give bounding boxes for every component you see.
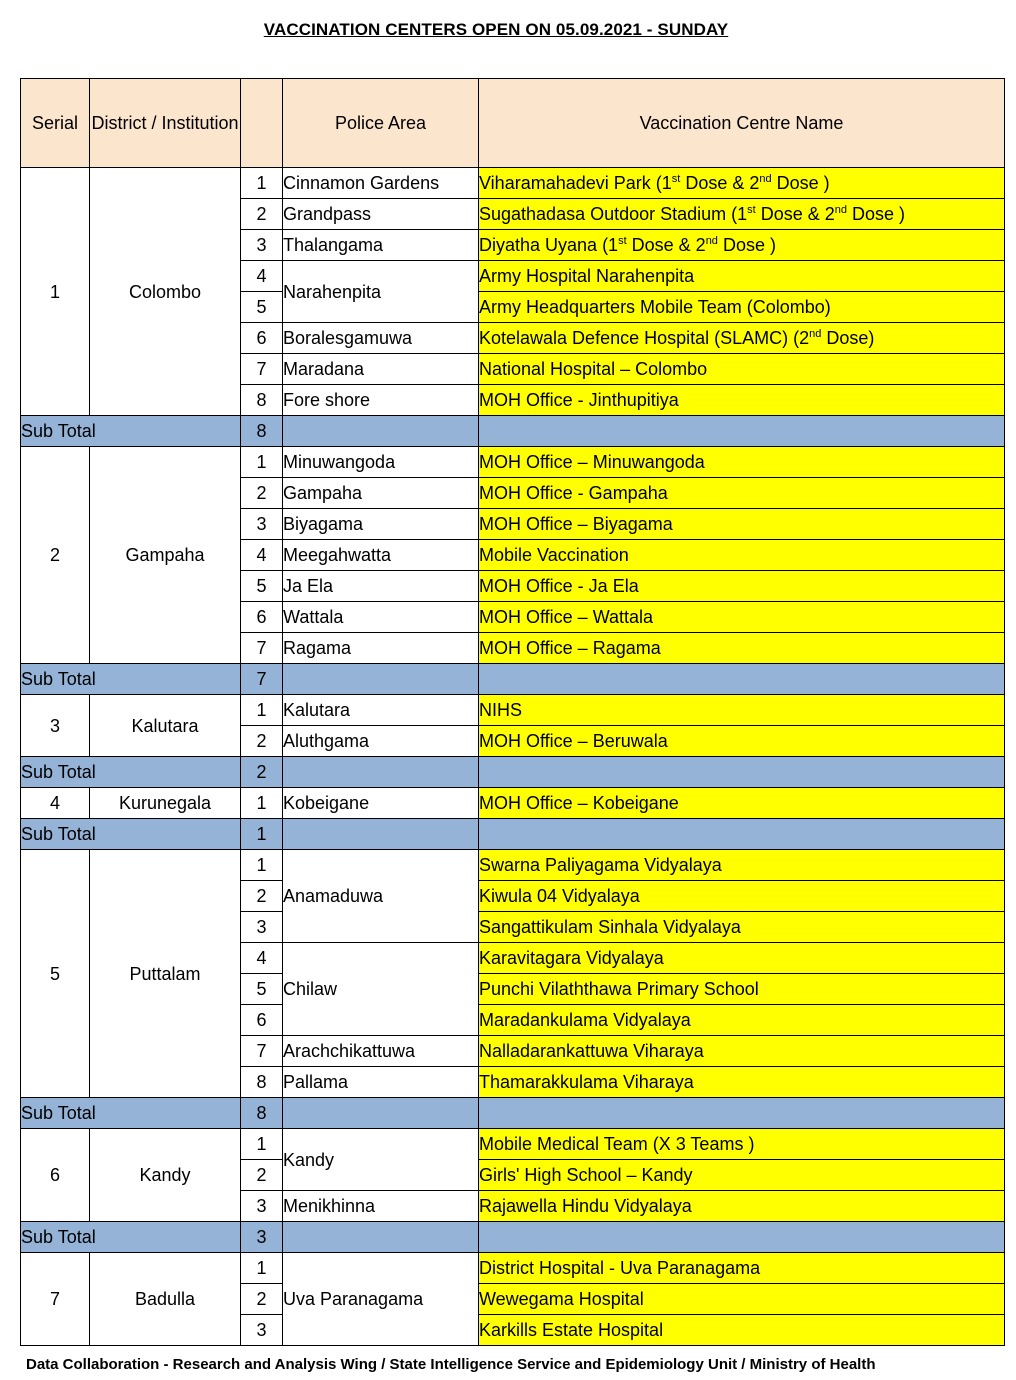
police-area-cell: Narahenpita	[283, 261, 479, 323]
number-cell: 1	[241, 447, 283, 478]
centre-name-cell: MOH Office – Biyagama	[479, 509, 1005, 540]
footer-credit: Data Collaboration - Research and Analysis Wing / State Intelligence Service and Epidemiology Unit / Ministry of Health	[26, 1356, 876, 1373]
centre-name-cell: Sugathadasa Outdoor Stadium (1st Dose & 2nd Dose )	[479, 199, 1005, 230]
centre-name-cell: Girls' High School – Kandy	[479, 1160, 1005, 1191]
police-area-cell: Anamaduwa	[283, 850, 479, 943]
centre-name-cell: Karkills Estate Hospital	[479, 1315, 1005, 1346]
district-cell: Kalutara	[90, 695, 241, 757]
number-cell: 7	[241, 354, 283, 385]
number-cell: 2	[241, 1160, 283, 1191]
header-police-area: Police Area	[283, 79, 479, 168]
subtotal-blank	[283, 757, 479, 788]
centre-name-cell: Karavitagara Vidyalaya	[479, 943, 1005, 974]
table-row	[21, 1129, 1005, 1160]
serial-cell: 7	[21, 1253, 90, 1346]
police-area-cell: Arachchikattuwa	[283, 1036, 479, 1067]
table-row	[21, 447, 1005, 478]
subtotal-value: 2	[241, 757, 283, 788]
subtotal-blank	[479, 1098, 1005, 1129]
table-row	[21, 168, 1005, 199]
centre-name-cell: MOH Office – Kobeigane	[479, 788, 1005, 819]
district-cell: Kurunegala	[90, 788, 241, 819]
number-cell: 3	[241, 230, 283, 261]
police-area-cell: Fore shore	[283, 385, 479, 416]
subtotal-blank	[479, 664, 1005, 695]
subtotal-row	[21, 416, 1005, 447]
police-area-cell: Menikhinna	[283, 1191, 479, 1222]
number-cell: 6	[241, 1005, 283, 1036]
police-area-cell: Grandpass	[283, 199, 479, 230]
number-cell: 4	[241, 540, 283, 571]
number-cell: 3	[241, 509, 283, 540]
centre-name-cell: MOH Office – Wattala	[479, 602, 1005, 633]
police-area-cell: Thalangama	[283, 230, 479, 261]
centre-name-cell: Mobile Vaccination	[479, 540, 1005, 571]
subtotal-label: Sub Total	[21, 1098, 241, 1129]
police-area-cell: Kandy	[283, 1129, 479, 1191]
centre-name-cell: MOH Office - Gampaha	[479, 478, 1005, 509]
subtotal-blank	[479, 416, 1005, 447]
number-cell: 5	[241, 974, 283, 1005]
number-cell: 8	[241, 385, 283, 416]
centre-name-cell: National Hospital – Colombo	[479, 354, 1005, 385]
centre-name-cell: Kotelawala Defence Hospital (SLAMC) (2nd Dose)	[479, 323, 1005, 354]
police-area-cell: Wattala	[283, 602, 479, 633]
centre-name-cell: NIHS	[479, 695, 1005, 726]
police-area-cell: Ragama	[283, 633, 479, 664]
centre-name-cell: Sangattikulam Sinhala Vidyalaya	[479, 912, 1005, 943]
centre-name-cell: MOH Office – Beruwala	[479, 726, 1005, 757]
centre-name-cell: MOH Office – Minuwangoda	[479, 447, 1005, 478]
serial-cell: 6	[21, 1129, 90, 1222]
subtotal-value: 8	[241, 1098, 283, 1129]
police-area-cell: Chilaw	[283, 943, 479, 1036]
number-cell: 1	[241, 850, 283, 881]
subtotal-value: 8	[241, 416, 283, 447]
police-area-cell: Maradana	[283, 354, 479, 385]
subtotal-value: 7	[241, 664, 283, 695]
police-area-cell: Pallama	[283, 1067, 479, 1098]
number-cell: 3	[241, 1315, 283, 1346]
serial-cell: 4	[21, 788, 90, 819]
number-cell: 5	[241, 292, 283, 323]
number-cell: 2	[241, 478, 283, 509]
number-cell: 3	[241, 912, 283, 943]
district-cell: Puttalam	[90, 850, 241, 1098]
police-area-cell: Uva Paranagama	[283, 1253, 479, 1346]
police-area-cell: Gampaha	[283, 478, 479, 509]
number-cell: 3	[241, 1191, 283, 1222]
centre-name-cell: MOH Office - Ja Ela	[479, 571, 1005, 602]
centre-name-cell: Punchi Vilaththawa Primary School	[479, 974, 1005, 1005]
subtotal-blank	[479, 1222, 1005, 1253]
subtotal-row	[21, 757, 1005, 788]
centre-name-cell: Viharamahadevi Park (1st Dose & 2nd Dose )	[479, 168, 1005, 199]
subtotal-row	[21, 1222, 1005, 1253]
subtotal-label: Sub Total	[21, 757, 241, 788]
centre-name-cell: MOH Office - Jinthupitiya	[479, 385, 1005, 416]
police-area-cell: Cinnamon Gardens	[283, 168, 479, 199]
subtotal-label: Sub Total	[21, 1222, 241, 1253]
subtotal-blank	[283, 819, 479, 850]
number-cell: 6	[241, 602, 283, 633]
number-cell: 1	[241, 1253, 283, 1284]
subtotal-row	[21, 664, 1005, 695]
table-row	[21, 1253, 1005, 1284]
centre-name-cell: Wewegama Hospital	[479, 1284, 1005, 1315]
number-cell: 2	[241, 1284, 283, 1315]
subtotal-blank	[479, 819, 1005, 850]
header-centre-name: Vaccination Centre Name	[479, 79, 1005, 168]
table-row	[21, 695, 1005, 726]
number-cell: 5	[241, 571, 283, 602]
centre-name-cell: Maradankulama Vidyalaya	[479, 1005, 1005, 1036]
number-cell: 4	[241, 943, 283, 974]
district-cell: Badulla	[90, 1253, 241, 1346]
table-row	[21, 788, 1005, 819]
serial-cell: 1	[21, 168, 90, 416]
police-area-cell: Kalutara	[283, 695, 479, 726]
centre-name-cell: Kiwula 04 Vidyalaya	[479, 881, 1005, 912]
header-serial: Serial	[21, 79, 90, 168]
police-area-cell: Meegahwatta	[283, 540, 479, 571]
page-title: VACCINATION CENTERS OPEN ON 05.09.2021 - SUNDAY	[263, 20, 729, 39]
subtotal-row	[21, 1098, 1005, 1129]
district-cell: Kandy	[90, 1129, 241, 1222]
police-area-cell: Ja Ela	[283, 571, 479, 602]
centre-name-cell: Army Hospital Narahenpita	[479, 261, 1005, 292]
table-row	[21, 850, 1005, 881]
centre-name-cell: Mobile Medical Team (X 3 Teams )	[479, 1129, 1005, 1160]
serial-cell: 3	[21, 695, 90, 757]
vaccination-centres-table	[20, 78, 1005, 1346]
centre-name-cell: District Hospital - Uva Paranagama	[479, 1253, 1005, 1284]
number-cell: 7	[241, 633, 283, 664]
subtotal-value: 3	[241, 1222, 283, 1253]
subtotal-label: Sub Total	[21, 416, 241, 447]
subtotal-value: 1	[241, 819, 283, 850]
number-cell: 1	[241, 168, 283, 199]
subtotal-blank	[283, 416, 479, 447]
header-district: District / Institution	[90, 79, 241, 168]
number-cell: 2	[241, 199, 283, 230]
police-area-cell: Minuwangoda	[283, 447, 479, 478]
number-cell: 2	[241, 881, 283, 912]
serial-cell: 2	[21, 447, 90, 664]
subtotal-blank	[283, 664, 479, 695]
subtotal-blank	[479, 757, 1005, 788]
subtotal-blank	[283, 1098, 479, 1129]
centre-name-cell: Diyatha Uyana (1st Dose & 2nd Dose )	[479, 230, 1005, 261]
subtotal-row	[21, 819, 1005, 850]
serial-cell: 5	[21, 850, 90, 1098]
number-cell: 8	[241, 1067, 283, 1098]
police-area-cell: Kobeigane	[283, 788, 479, 819]
police-area-cell: Aluthgama	[283, 726, 479, 757]
centre-name-cell: Army Headquarters Mobile Team (Colombo)	[479, 292, 1005, 323]
police-area-cell: Biyagama	[283, 509, 479, 540]
number-cell: 1	[241, 1129, 283, 1160]
number-cell: 1	[241, 788, 283, 819]
centre-name-cell: Thamarakkulama Viharaya	[479, 1067, 1005, 1098]
district-cell: Colombo	[90, 168, 241, 416]
district-cell: Gampaha	[90, 447, 241, 664]
centre-name-cell: Rajawella Hindu Vidyalaya	[479, 1191, 1005, 1222]
number-cell: 7	[241, 1036, 283, 1067]
number-cell: 2	[241, 726, 283, 757]
table-header-row	[21, 79, 1005, 168]
header-number	[241, 79, 283, 168]
centre-name-cell: Nalladarankattuwa Viharaya	[479, 1036, 1005, 1067]
number-cell: 4	[241, 261, 283, 292]
number-cell: 1	[241, 695, 283, 726]
centre-name-cell: Swarna Paliyagama Vidyalaya	[479, 850, 1005, 881]
subtotal-blank	[283, 1222, 479, 1253]
subtotal-label: Sub Total	[21, 819, 241, 850]
number-cell: 6	[241, 323, 283, 354]
subtotal-label: Sub Total	[21, 664, 241, 695]
centre-name-cell: MOH Office – Ragama	[479, 633, 1005, 664]
police-area-cell: Boralesgamuwa	[283, 323, 479, 354]
